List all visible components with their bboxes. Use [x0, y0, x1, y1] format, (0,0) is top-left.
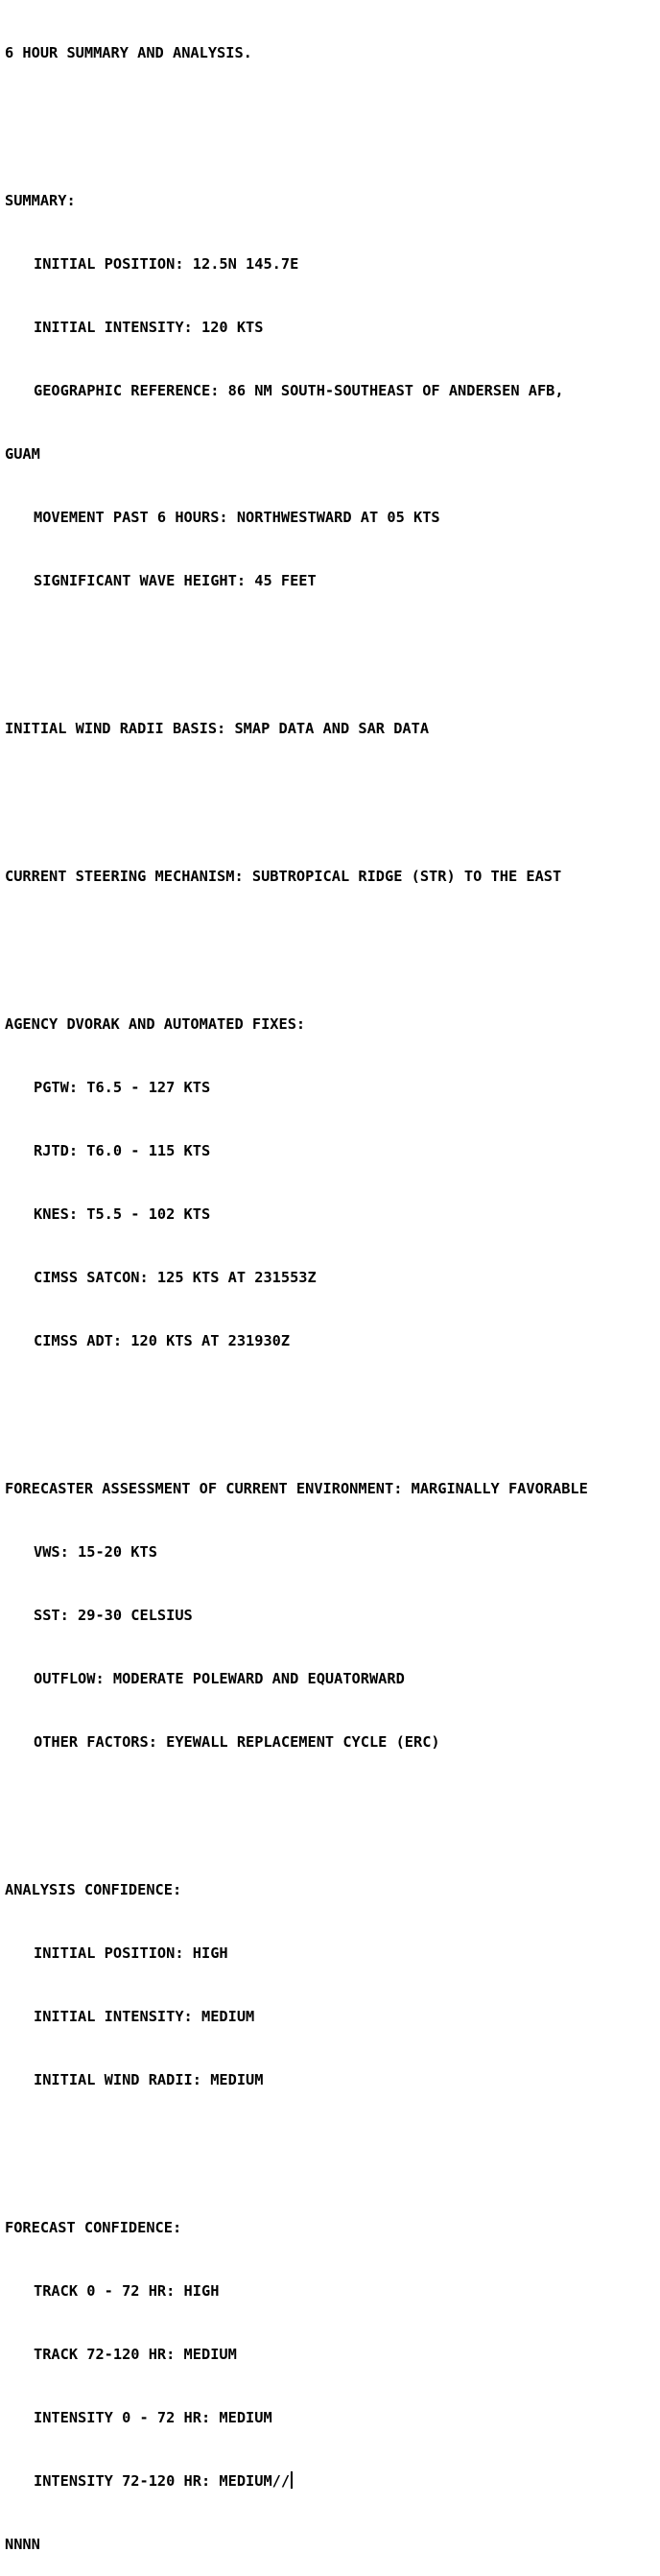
fix-item: RJTD: T6.0 - 115 KTS — [34, 1142, 211, 1159]
environment-item: VWS: 15-20 KTS — [34, 1543, 157, 1561]
blank-line — [5, 929, 657, 950]
wind-radii-basis: INITIAL WIND RADII BASIS: SMAP DATA AND SAR DATA — [5, 720, 430, 737]
fix-item: CIMSS SATCON: 125 KTS AT 231553Z — [34, 1269, 317, 1286]
fix-item: KNES: T5.5 - 102 KTS — [34, 1205, 211, 1223]
summary-heading: SUMMARY: — [5, 192, 76, 209]
fixes-heading: AGENCY DVORAK AND AUTOMATED FIXES: — [5, 1015, 306, 1033]
blank-line — [5, 106, 657, 127]
forecast-confidence-item: INTENSITY 0 - 72 HR: MEDIUM — [34, 2409, 272, 2426]
blank-line — [5, 781, 657, 802]
blank-line — [5, 1394, 657, 1415]
analysis-confidence-item: INITIAL POSITION: HIGH — [34, 1944, 228, 1962]
environment-item: OUTFLOW: MODERATE POLEWARD AND EQUATORWARD — [34, 1670, 405, 1687]
summary-geographic-reference: GEOGRAPHIC REFERENCE: 86 NM SOUTH-SOUTHEAST OF ANDERSEN AFB, — [34, 382, 564, 399]
summary-wave-height: SIGNIFICANT WAVE HEIGHT: 45 FEET — [34, 572, 317, 589]
forecast-confidence-last-item[interactable] — [5, 2470, 657, 2492]
summary-geographic-reference-cont: GUAM — [5, 445, 40, 463]
fix-item: PGTW: T6.5 - 127 KTS — [34, 1079, 211, 1096]
forecast-confidence-heading: FORECAST CONFIDENCE: — [5, 2219, 182, 2236]
analysis-confidence-heading: ANALYSIS CONFIDENCE: — [5, 1881, 182, 1898]
forecast-confidence-item: TRACK 72-120 HR: MEDIUM — [34, 2346, 237, 2363]
fix-item: CIMSS ADT: 120 KTS AT 231930Z — [34, 1332, 291, 1349]
summary-initial-position: INITIAL POSITION: 12.5N 145.7E — [34, 255, 299, 273]
forecast-confidence-item: TRACK 0 - 72 HR: HIGH — [34, 2282, 220, 2300]
environment-heading: FORECASTER ASSESSMENT OF CURRENT ENVIRONMENT: MARGINALLY FAVORABLE — [5, 1480, 588, 1497]
blank-line — [5, 633, 657, 655]
blank-line — [5, 1795, 657, 1816]
text-cursor — [291, 2471, 293, 2489]
environment-item: SST: 29-30 CELSIUS — [34, 1607, 193, 1624]
document-body — [5, 0, 657, 2576]
end-marker: NNNN — [5, 2536, 40, 2553]
analysis-confidence-item: INITIAL INTENSITY: MEDIUM — [34, 2008, 255, 2025]
document-title: 6 HOUR SUMMARY AND ANALYSIS. — [5, 44, 252, 61]
summary-movement: MOVEMENT PAST 6 HOURS: NORTHWESTWARD AT 05 KTS — [34, 509, 440, 526]
blank-line — [5, 2133, 657, 2154]
steering-mechanism: CURRENT STEERING MECHANISM: SUBTROPICAL RIDGE (STR) TO THE EAST — [5, 868, 562, 885]
forecast-confidence-item-text: INTENSITY 72-120 HR: MEDIUM// — [34, 2472, 291, 2490]
summary-initial-intensity: INITIAL INTENSITY: 120 KTS — [34, 319, 264, 336]
analysis-confidence-item: INITIAL WIND RADII: MEDIUM — [34, 2071, 264, 2088]
environment-item: OTHER FACTORS: EYEWALL REPLACEMENT CYCLE (ERC) — [34, 1733, 440, 1751]
